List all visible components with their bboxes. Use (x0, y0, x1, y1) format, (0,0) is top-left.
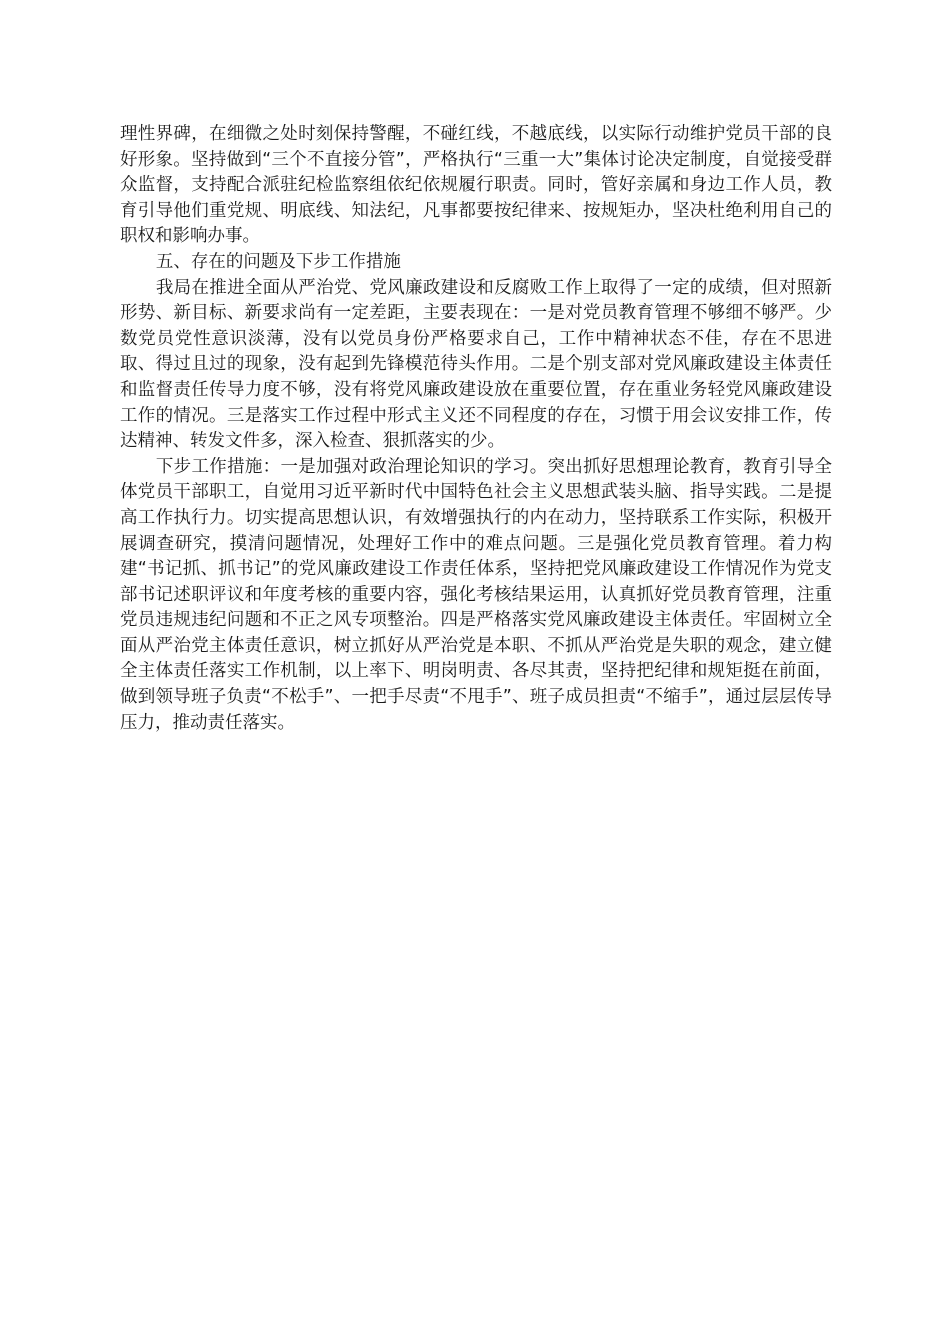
paragraph-next-steps: 下步工作措施：一是加强对政治理论知识的学习。突出抓好思想理论教育，教育引导全体党员干部职工，自觉用习近平新时代中国特色社会主义思想武装头脑、指导实践。二是提高工作执行力。切实提高思想认识，有效增强执行的内在动力，坚持联系工作实际，积极开展调查研究，摸清问题情况，处理好工作中的难点问题。三是强化党员教育管理。着力构建“书记抓、抓书记”的党风廉政建设工作责任体系，坚持把党风廉政建设工作情况作为党支部书记述职评议和年度考核的重要内容，强化考核结果运用，认真抓好党员教育管理，注重党员违规违纪问题和不正之风专项整治。四是严格落实党风廉政建设主体责任。牢固树立全面从严治党主体责任意识，树立抓好从严治党是本职、不抓从严治党是失职的观念，建立健全主体责任落实工作机制，以上率下、明岗明责、各尽其责，坚持把纪律和规矩挺在前面，做到领导班子负责“不松手”、一把手尽责“不甩手”、班子成员担责“不缩手”，通过层层传导压力，推动责任落实。 (120, 456, 832, 733)
section-heading: 五、存在的问题及下步工作措施 (155, 251, 401, 272)
paragraph-problems: 我局在推进全面从严治党、党风廉政建设和反腐败工作上取得了一定的成绩，但对照新形势、新目标、新要求尚有一定差距，主要表现在：一是对党员教育管理不够细不够严。少数党员党性意识淡薄，没有以党员身份严格要求自己，工作中精神状态不佳，存在不思进取、得过且过的现象，没有起到先锋模范待头作用。二是个别支部对党风廉政建设主体责任和监督责任传导力度不够，没有将党风廉政建设放在重要位置，存在重业务轻党风廉政建设工作的情况。三是落实工作过程中形式主义还不同程度的存在，习惯于用会议安排工作，传达精神、转发文件多，深入检查、狠抓落实的少。 (120, 277, 832, 452)
paragraph-continuation: 理性界碑，在细微之处时刻保持警醒，不碰红线，不越底线，以实际行动维护党员干部的良好形象。坚持做到“三个不直接分管”，严格执行“三重一大”集体讨论决定制度，自觉接受群众监督，支持配合派驻纪检监察组依纪依规履行职责。同时，管好亲属和身边工作人员，教育引导他们重党规、明底线、知法纪，凡事都要按纪律来、按规矩办，坚决杜绝利用自己的职权和影响办事。 (120, 124, 832, 247)
document-body (120, 122, 832, 736)
